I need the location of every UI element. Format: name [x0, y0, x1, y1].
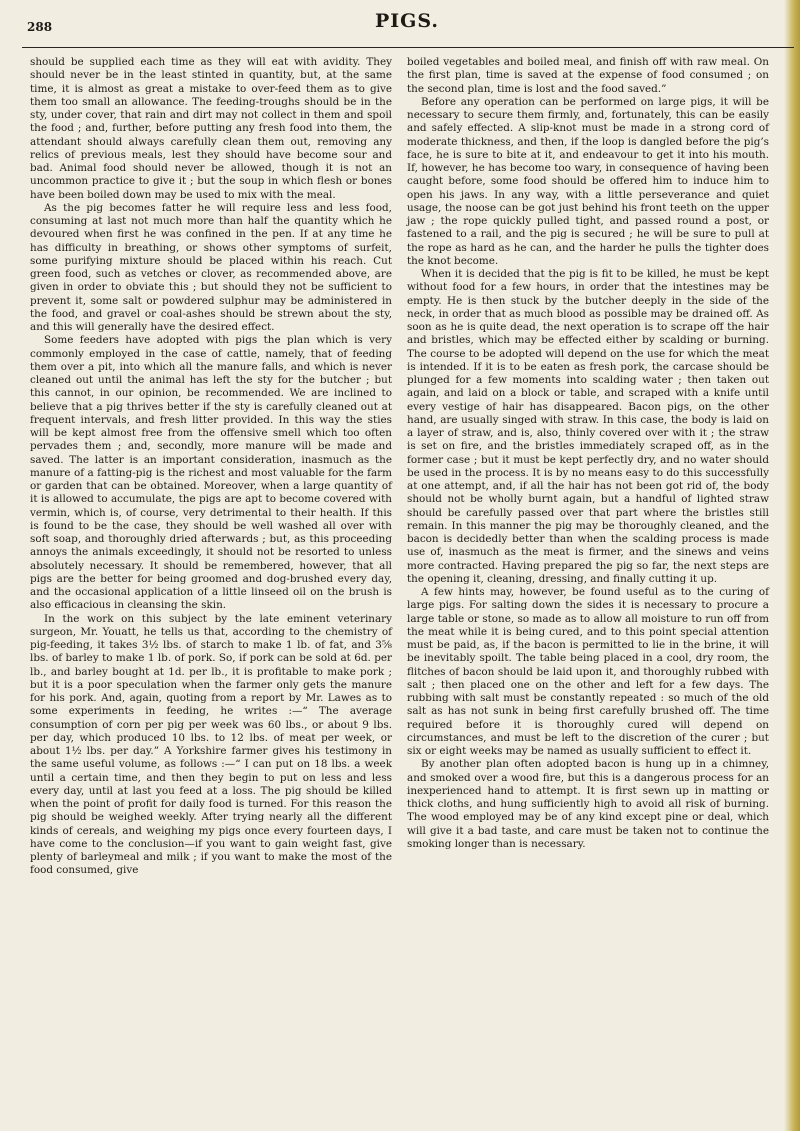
paragraph: In the work on this subject by the late eminent veterinary surgeon, Mr. Youatt, he tells us that, according to the chemistry of pig-feeding, it takes 3½ lbs. of starch to make 1 lb. of fat, and 3⅝ lbs. of barley to make 1 lb. of pork. So, if pork can be sold at 6d. per lb., and barley bought at 1d. per lb., it is profitable to make pork ; but it is a poor speculation when the farmer only gets the manure for his pork. And, again, quoting from a report by Mr. Lawes as to some experiments in feeding, he writes :—“ The average consumption of corn per pig per week was 60 lbs., or about 9 lbs. per day, which produced 10 lbs. to 12 lbs. of meat per week, or about 1½ lbs. per day.” A Yorkshire farmer gives his testimony in the same useful volume, as follows :—“ I can put on 18 lbs. a week until a certain time, and then they begin to put on less and less every day, until at last you feed at a loss. The pig should be killed when the point of profit for daily food is turned. For this reason the pig should be weighed weekly. After trying nearly all the different kinds of cereals, and weighing my pigs once every fourteen days, I have come to the conclusion—if you want to gain weight fast, give plenty of barleymeal and milk ; if you want to make the most of the food consumed, give [30, 612, 392, 877]
right-column [407, 56, 769, 851]
paragraph: When it is decided that the pig is fit to be killed, he must be kept without food for a few hours, in order that the intestines may be empty. He is then stuck by the butcher deeply in the side of the neck, in order that as much blood as possible may be drained off. As soon as he is quite dead, the next operation is to scrape off the hair and bristles, which may be effected either by scalding or burning. The course to be adopted will depend on the use for which the meat is intended. If it is to be eaten as fresh pork, the carcase should be plunged for a few moments into scalding water ; then taken out again, and laid on a block or table, and scraped with a knife until every vestige of hair has disappeared. Bacon pigs, on the other hand, are usually singed with straw. In this case, the body is laid on a layer of straw, and is, also, thinly covered over with it ; the straw is set on fire, and the bristles immediately scraped off, as in the former case ; but it must be kept perfectly dry, and no water should be used in the process. It is by no means easy to do this successfully at one attempt, and, if all the hair has not been got rid of, the body should not be wholly burnt again, but a handful of lighted straw should be carefully passed over that part where the bristles still remain. In this manner the pig may be thoroughly cleaned, and the bacon is decidedly better than when the scalding process is made use of, inasmuch as the meat is firmer, and the sinews and veins more contracted. Having prepared the pig so far, the next steps are the opening it, cleaning, dressing, and finally cutting it up. [407, 268, 769, 585]
header-rule [22, 47, 794, 48]
paragraph: Some feeders have adopted with pigs the plan which is very commonly employed in the case of cattle, namely, that of feeding them over a pit, into which all the manure falls, and which is never cleaned out until the animal has left the sty for the butcher ; but this cannot, in our opinion, be recommended. We are inclined to believe that a pig thrives better if the sty is carefully cleaned out at frequent intervals, and fresh litter provided. In this way the sties will be kept almost free from the offensive smell which too often pervades them ; and, secondly, more manure will be made and saved. The latter is an important consideration, inasmuch as the manure of a fatting-pig is the richest and most valuable for the farm or garden that can be obtained. Moreover, when a large quantity of it is allowed to accumulate, the pigs are apt to become covered with vermin, which is, of course, very detrimental to their health. If this is found to be the case, they should be well washed all over with soft soap, and thoroughly dried afterwards ; but, as this proceeding annoys the animals exceedingly, it should not be resorted to unless absolutely necessary. It should be remembered, however, that all pigs are the better for being groomed and dog-brushed every day, and the occasional application of a little linseed oil on the brush is also efficacious in cleansing the skin. [30, 334, 392, 612]
left-column [30, 56, 392, 878]
page-header [22, 6, 792, 46]
paragraph: By another plan often adopted bacon is hung up in a chimney, and smoked over a wood fire, but this is a dangerous process for an inexperienced hand to attempt. It is first sewn up in matting or thick cloths, and hung sufficiently high to avoid all risk of burning. The wood employed may be of any kind except pine or deal, which will give it a bad taste, and care must be taken not to continue the smoking longer than is necessary. [407, 758, 769, 850]
paragraph: A few hints may, however, be found useful as to the curing of large pigs. For salting down the sides it is necessary to procure a large table or stone, so made as to allow all moisture to run off from the meat while it is being cured, and to this point special attention must be paid, as, if the bacon is permitted to lie in the brine, it will be inevitably spoilt. The table being placed in a cool, dry room, the flitches of bacon should be laid upon it, and thoroughly rubbed with salt ; then placed one on the other and left for a few days. The rubbing with salt must be constantly repeated : so much of the old salt as has not sunk in being first carefully brushed off. The time required before it is thoroughly cured will depend on circumstances, and must be left to the discretion of the curer ; but six or eight weeks may be named as usually sufficient to effect it. [407, 586, 769, 757]
page-edge [784, 0, 800, 1131]
paragraph: should be supplied each time as they will eat with avidity. They should never be in the least stinted in quantity, but, at the same time, it is almost as great a mistake to over-feed them as to give them too small an allowance. The feeding-troughs should be in the sty, under cover, that rain and dirt may not collect in them and spoil the food ; and, further, before putting any fresh food into them, the attendant should always carefully clean them out, removing any relics of previous meals, lest they should have become sour and bad. Animal food should never be allowed, though it is not an uncommon practice to give it ; but the soup in which flesh or bones have been boiled down may be used to mix with the meal. [30, 56, 392, 201]
running-title: PIGS. [374, 10, 440, 32]
page-number: 288 [27, 20, 53, 34]
paragraph: boiled vegetables and boiled meal, and finish off with raw meal. On the first plan, time is saved at the expense of food consumed ; on the second plan, time is lost and the food saved.” [407, 56, 769, 95]
paragraph: Before any operation can be performed on large pigs, it will be necessary to secure them firmly, and, fortunately, this can be easily and safely effected. A slip-knot must be made in a strong cord of moderate thickness, and then, if the loop is dangled before the pig’s face, he is sure to bite at it, and endeavour to get it into his mouth. If, however, he has become too wary, in consequence of having been caught before, some food should be offered him to induce him to open his jaws. In any way, with a little perseverance and quiet usage, the noose can be got just behind his front teeth on the upper jaw ; the rope quickly pulled tight, and passed round a post, or fastened to a rail, and the pig is secured ; he will be sure to pull at the rope as hard as he can, and the harder he pulls the tighter does the knot become. [407, 95, 769, 267]
paragraph: As the pig becomes fatter he will require less and less food, consuming at last not much more than half the quantity which he devoured when first he was confined in the pen. If at any time he has difficulty in breathing, or shows other symptoms of surfeit, some purifying mixture should be placed within his reach. Cut green food, such as vetches or clover, as recommended above, are given in order to obviate this ; but should they not be sufficient to prevent it, some salt or powdered sulphur may be administered in the food, and gravel or coal-ashes should be strewn about the sty, and this will generally have the desired effect. [30, 201, 392, 333]
